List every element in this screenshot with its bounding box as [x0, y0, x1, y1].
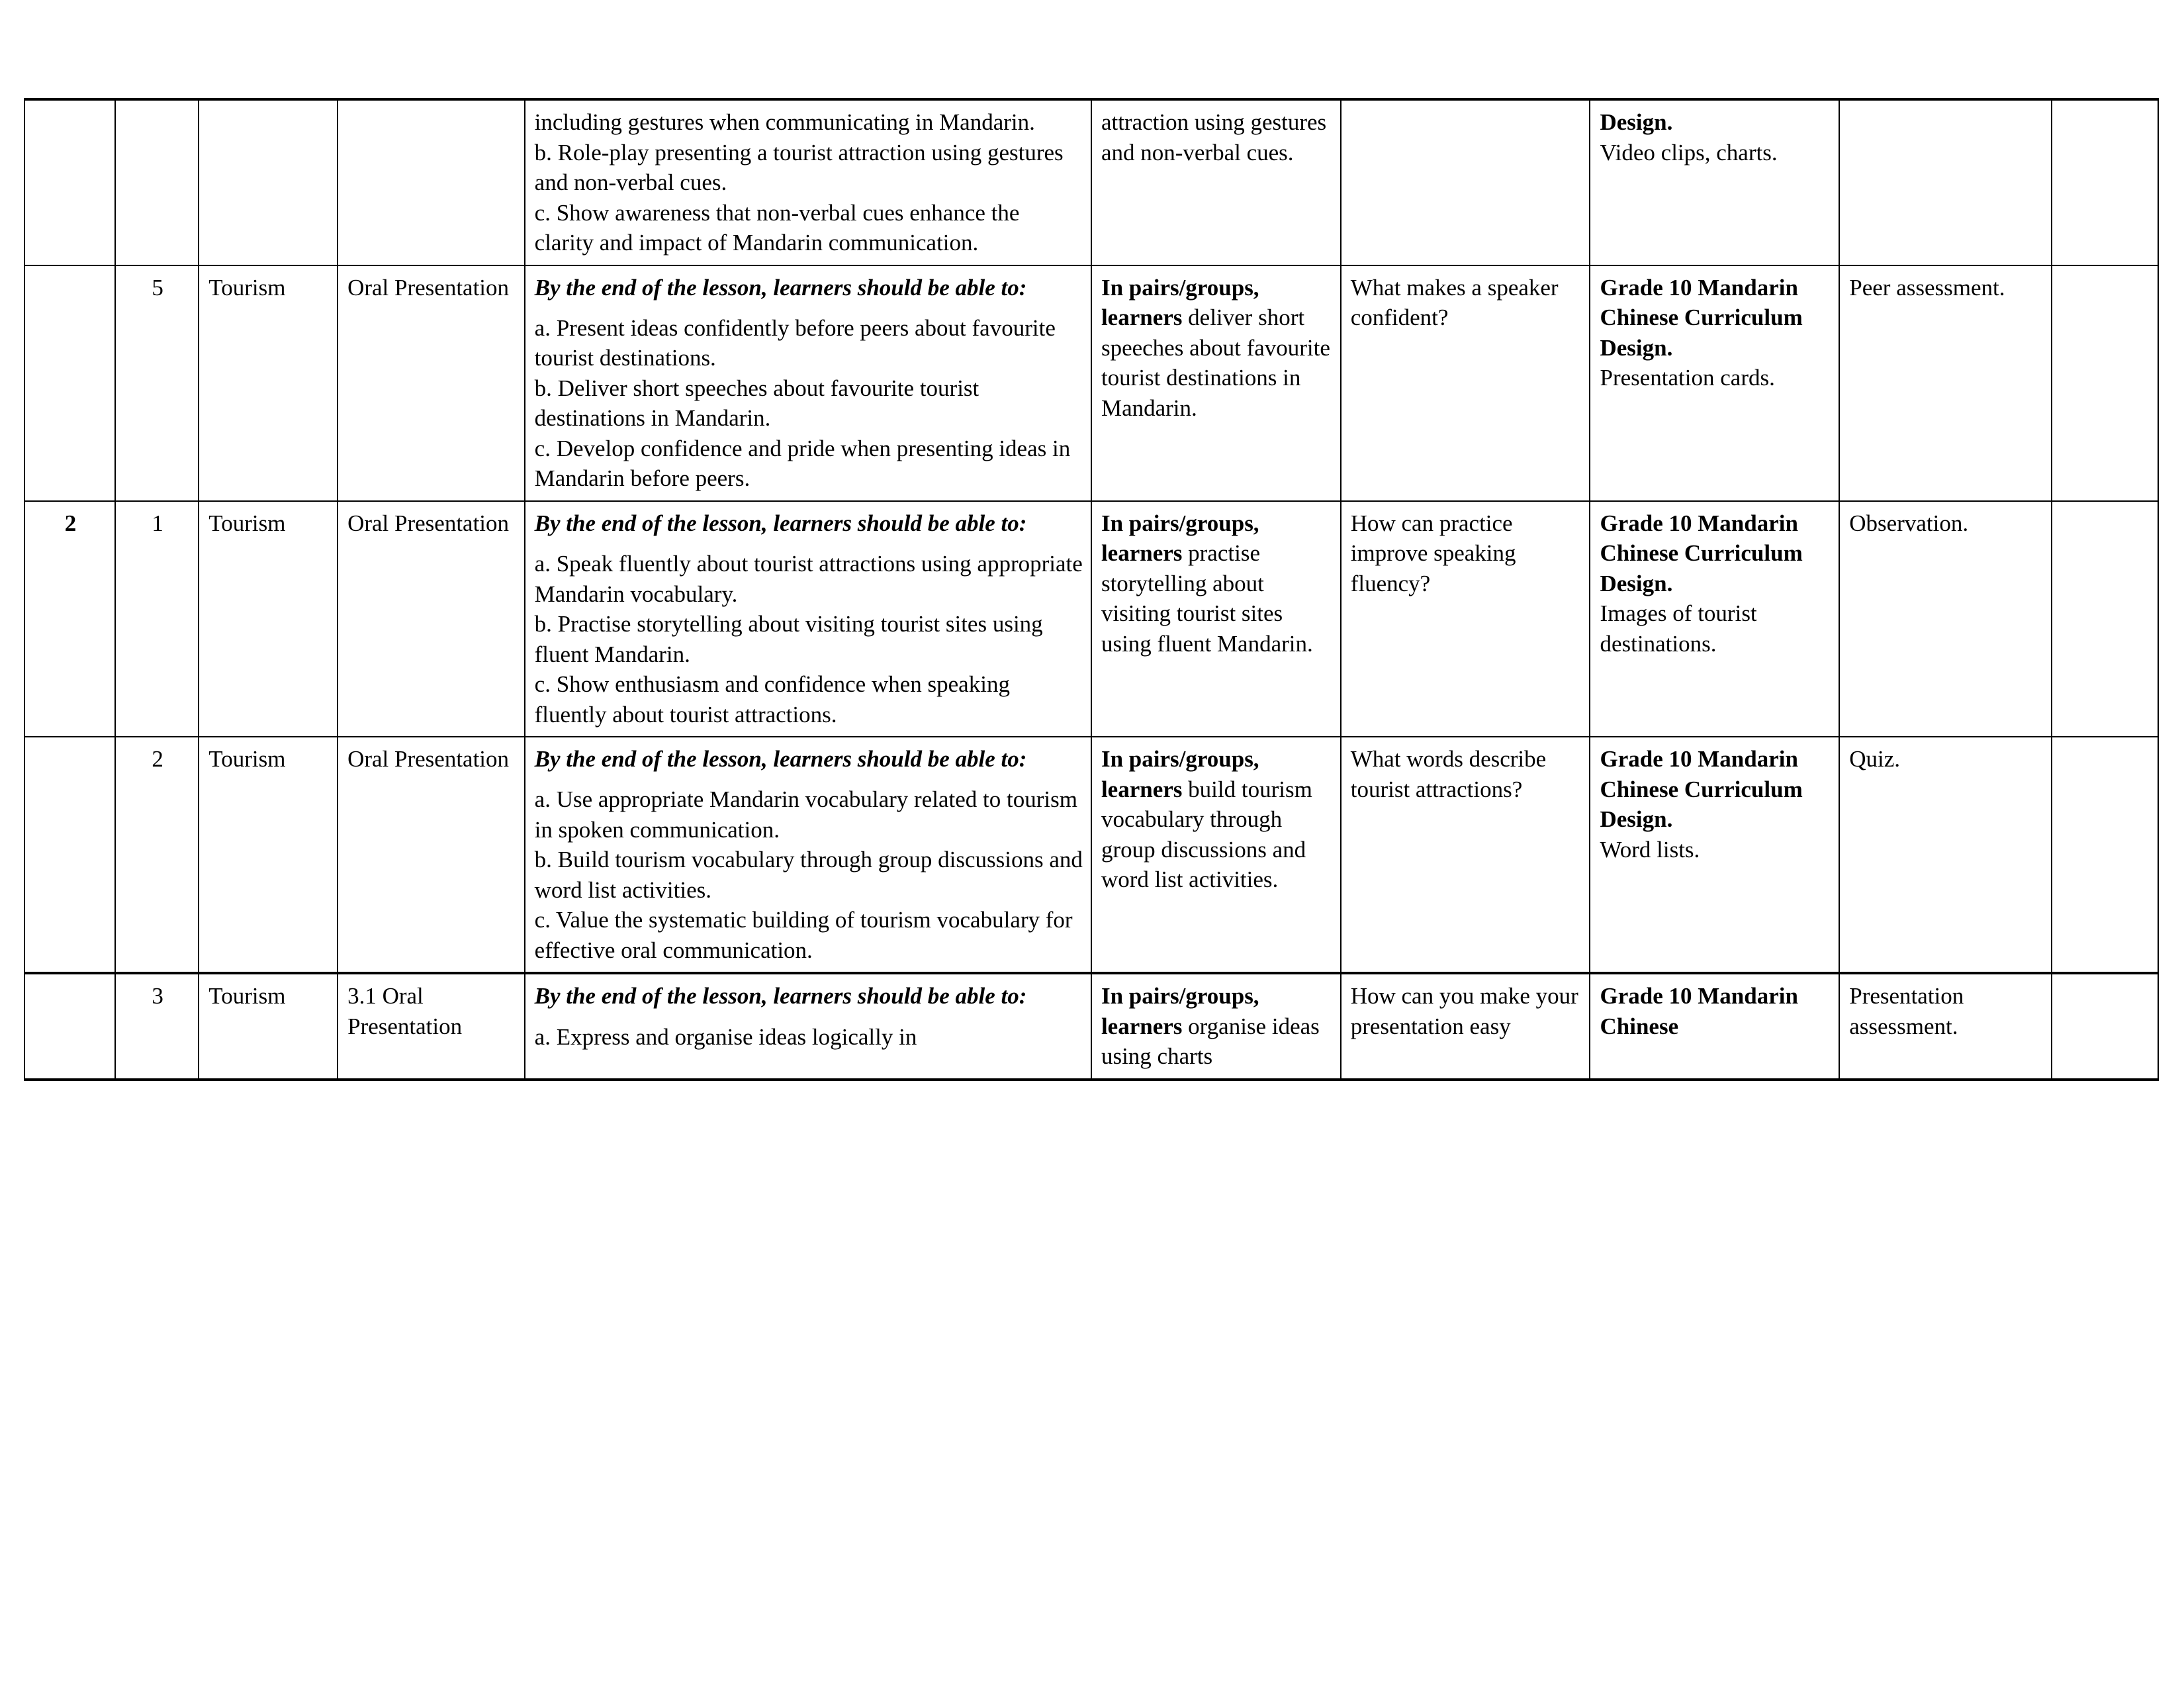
objective-intro: By the end of the lesson, learners should be able to:	[534, 274, 1027, 301]
cell-substrand: Oral Presentation	[338, 501, 525, 737]
cell-learning-experience	[1091, 737, 1341, 973]
resource-items: Images of tourist destinations.	[1600, 600, 1757, 657]
cell-resources	[1590, 737, 1839, 973]
cell-week	[24, 99, 115, 265]
resource-title: Design.	[1600, 109, 1673, 135]
cell-substrand	[338, 99, 525, 265]
cell-week	[24, 973, 115, 1080]
cell-strand: Tourism	[199, 973, 338, 1080]
table-row	[24, 265, 2158, 501]
cell-assessment: Quiz.	[1839, 737, 2052, 973]
objective-a: a. Present ideas confidently before peers about favourite tourist destinations.	[534, 314, 1056, 371]
cell-resources	[1590, 99, 1839, 265]
objective-c: c. Value the systematic building of tourism vocabulary for effective oral communication.	[534, 907, 1073, 963]
objective-intro: By the end of the lesson, learners should be able to:	[534, 746, 1027, 772]
cell-objectives	[525, 99, 1091, 265]
cell-objectives	[525, 973, 1091, 1080]
cell-resources	[1590, 973, 1839, 1080]
cell-week	[24, 737, 115, 973]
experience-lead: In pairs/groups, learners	[1101, 983, 1259, 1039]
table-row	[24, 973, 2158, 1080]
cell-substrand: Oral Presentation	[338, 265, 525, 501]
cell-substrand: 3.1 Oral Presentation	[338, 973, 525, 1080]
experience-text: build tourism vocabulary through group discussions and word list activities.	[1101, 776, 1312, 892]
resource-title: Grade 10 Mandarin Chinese	[1600, 983, 1798, 1039]
experience-lead: In pairs/groups, learners	[1101, 746, 1259, 802]
cell-reflection	[2052, 265, 2158, 501]
experience-text: organise ideas using charts	[1101, 1013, 1320, 1070]
cell-inquiry-question: How can practice improve speaking fluency?	[1341, 501, 1590, 737]
cell-reflection	[2052, 973, 2158, 1080]
objective-b: b. Deliver short speeches about favourite tourist destinations in Mandarin.	[534, 375, 979, 432]
cell-lesson: 3	[115, 973, 199, 1080]
resource-title: Grade 10 Mandarin Chinese Curriculum Design.	[1600, 274, 1803, 361]
objective-a: a. Use appropriate Mandarin vocabulary related to tourism in spoken communication.	[534, 786, 1077, 843]
experience-lead: In pairs/groups, learners	[1101, 510, 1259, 567]
cell-learning-experience	[1091, 501, 1341, 737]
resource-items: Presentation cards.	[1600, 365, 1775, 391]
cell-week	[24, 265, 115, 501]
cell-strand: Tourism	[199, 737, 338, 973]
objective-c: c. Show awareness that non-verbal cues enhance the clarity and impact of Mandarin communication.	[534, 199, 1020, 256]
cell-learning-experience	[1091, 99, 1341, 265]
cell-lesson: 5	[115, 265, 199, 501]
scheme-of-work-table	[24, 98, 2159, 1081]
objective-intro: By the end of the lesson, learners should be able to:	[534, 983, 1027, 1009]
cell-week: 2	[24, 501, 115, 737]
cell-reflection	[2052, 99, 2158, 265]
cell-lesson: 2	[115, 737, 199, 973]
resource-title: Grade 10 Mandarin Chinese Curriculum Design.	[1600, 746, 1803, 832]
cell-strand: Tourism	[199, 501, 338, 737]
experience-text: practise storytelling about visiting tourist sites using fluent Mandarin.	[1101, 540, 1313, 657]
cell-reflection	[2052, 501, 2158, 737]
table-row	[24, 737, 2158, 973]
resource-items: Video clips, charts.	[1600, 139, 1778, 165]
cell-substrand: Oral Presentation	[338, 737, 525, 973]
cell-lesson	[115, 99, 199, 265]
cell-inquiry-question	[1341, 99, 1590, 265]
resource-title: Grade 10 Mandarin Chinese Curriculum Design.	[1600, 510, 1803, 596]
cell-strand	[199, 99, 338, 265]
objective-b: b. Build tourism vocabulary through group discussions and word list activities.	[534, 847, 1083, 903]
objective-b: b. Role-play presenting a tourist attraction using gestures and non-verbal cues.	[534, 139, 1064, 195]
experience-text: deliver short speeches about favourite tourist destinations in Mandarin.	[1101, 305, 1330, 421]
cell-objectives	[525, 501, 1091, 737]
objective-a: a. Speak fluently about tourist attractions using appropriate Mandarin vocabulary.	[534, 551, 1083, 607]
table-row	[24, 501, 2158, 737]
cell-inquiry-question: What makes a speaker confident?	[1341, 265, 1590, 501]
objective-a: a. Express and organise ideas logically in	[534, 1023, 917, 1050]
cell-assessment: Presentation assessment.	[1839, 973, 2052, 1080]
cell-strand: Tourism	[199, 265, 338, 501]
table-row	[24, 99, 2158, 265]
cell-inquiry-question: How can you make your presentation easy	[1341, 973, 1590, 1080]
cell-learning-experience	[1091, 265, 1341, 501]
cell-objectives	[525, 265, 1091, 501]
cell-resources	[1590, 501, 1839, 737]
objective-c: c. Show enthusiasm and confidence when speaking fluently about tourist attractions.	[534, 671, 1010, 727]
resource-items: Word lists.	[1600, 836, 1700, 863]
objective-intro: By the end of the lesson, learners should be able to:	[534, 510, 1027, 536]
cell-assessment: Peer assessment.	[1839, 265, 2052, 501]
cell-objectives	[525, 737, 1091, 973]
cell-inquiry-question: What words describe tourist attractions?	[1341, 737, 1590, 973]
cell-resources	[1590, 265, 1839, 501]
cell-learning-experience	[1091, 973, 1341, 1080]
experience-text: attraction using gestures and non-verbal cues.	[1101, 109, 1327, 165]
cell-assessment: Observation.	[1839, 501, 2052, 737]
objective-c: c. Develop confidence and pride when presenting ideas in Mandarin before peers.	[534, 435, 1071, 492]
objective-a: including gestures when communicating in Mandarin.	[534, 109, 1035, 135]
cell-assessment	[1839, 99, 2052, 265]
objective-b: b. Practise storytelling about visiting tourist sites using fluent Mandarin.	[534, 611, 1043, 667]
experience-lead: In pairs/groups, learners	[1101, 274, 1259, 330]
cell-lesson: 1	[115, 501, 199, 737]
cell-reflection	[2052, 737, 2158, 973]
